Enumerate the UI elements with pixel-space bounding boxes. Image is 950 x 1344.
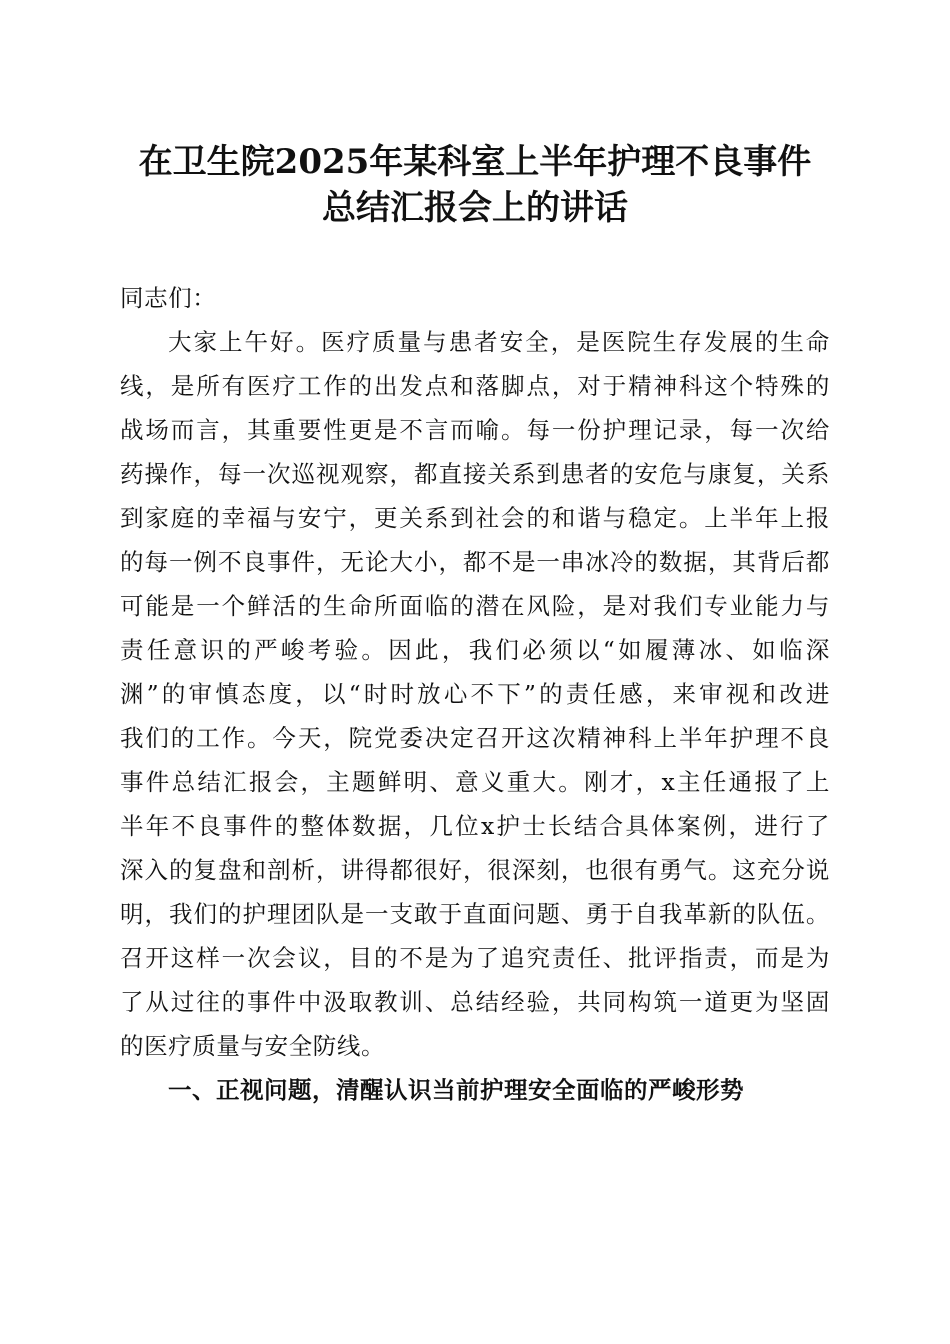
paragraph-line: 战场而言，其重要性更是不言而喻。每一份护理记录，每一次给	[120, 416, 830, 444]
paragraph-line: 大家上午好。医疗质量与患者安全，是医院生存发展的生命	[168, 328, 830, 356]
paragraph-line: 药操作，每一次巡视观察，都直接关系到患者的安危与康复，关系	[120, 460, 830, 488]
section-heading: 一、正视问题，清醒认识当前护理安全面临的严峻形势	[168, 1076, 744, 1104]
paragraph-line: 召开这样一次会议，目的不是为了追究责任、批评指责，而是为	[120, 944, 830, 972]
paragraph-line: 线，是所有医疗工作的出发点和落脚点，对于精神科这个特殊的	[120, 372, 830, 400]
paragraph-line: 了从过往的事件中汲取教训、总结经验，共同构筑一道更为坚固	[120, 988, 830, 1016]
paragraph-line: 到家庭的幸福与安宁，更关系到社会的和谐与稳定。上半年上报	[120, 504, 830, 532]
salutation: 同志们：	[120, 284, 217, 312]
paragraph-line: 可能是一个鲜活的生命所面临的潜在风险，是对我们专业能力与	[120, 592, 830, 620]
paragraph-line: 的医疗质量与安全防线。	[120, 1032, 386, 1060]
paragraph-line: 半年不良事件的整体数据，几位x护士长结合具体案例，进行了	[120, 812, 830, 840]
document-title-line-1: 在卫生院2025年某科室上半年护理不良事件	[138, 142, 812, 182]
paragraph-line: 事件总结汇报会，主题鲜明、意义重大。刚才，x主任通报了上	[120, 768, 830, 796]
paragraph-line: 渊”的审慎态度，以“时时放心不下”的责任感，来审视和改进	[120, 680, 830, 708]
paragraph-line: 的每一例不良事件，无论大小，都不是一串冰冷的数据，其背后都	[120, 548, 830, 576]
paragraph-line: 我们的工作。今天，院党委决定召开这次精神科上半年护理不良	[120, 724, 830, 752]
paragraph-line: 深入的复盘和剖析，讲得都很好，很深刻，也很有勇气。这充分说	[120, 856, 830, 884]
document-title-line-2: 总结汇报会上的讲话	[322, 188, 628, 228]
paragraph-line: 责任意识的严峻考验。因此，我们必须以“如履薄冰、如临深	[120, 636, 830, 664]
paragraph-line: 明，我们的护理团队是一支敢于直面问题、勇于自我革新的队伍。	[120, 900, 830, 928]
